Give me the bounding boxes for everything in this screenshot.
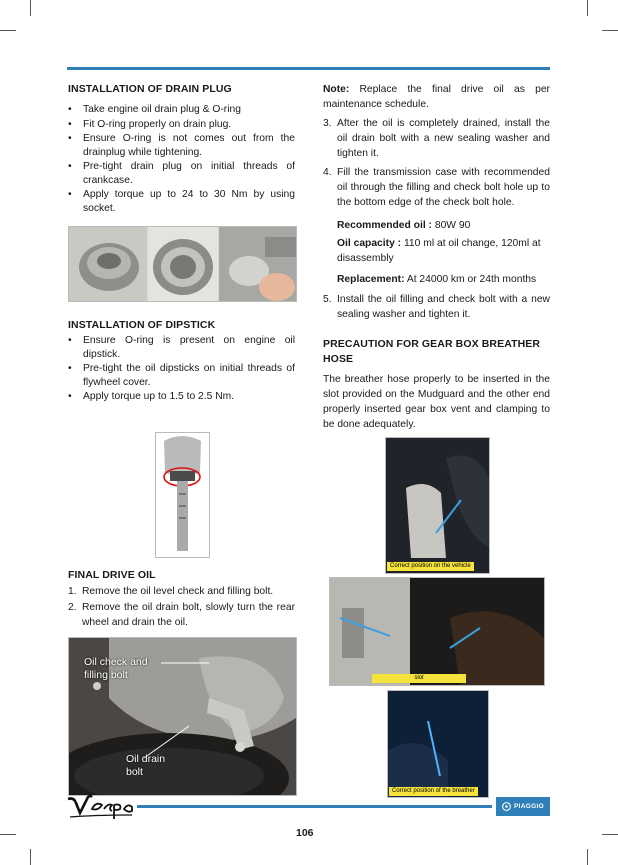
dipstick-photo: [155, 432, 210, 558]
crop-mark: [587, 0, 588, 16]
breather-text: The breather hose properly to be inserted in the slot provided on the Mudguard and the other end properly inserted gear box vent and clamping to be done adequately.: [323, 374, 550, 430]
crop-mark: [602, 834, 618, 835]
list-item: [323, 165, 550, 210]
photo-caption: slot: [372, 674, 466, 683]
step-text: Install the oil filling and check bolt with a new sealing washer and tighten it.: [337, 294, 550, 320]
photo-caption: Correct position on the vehicle: [387, 562, 474, 571]
drain-plug-list: [68, 103, 295, 216]
breather-photo-2-illustration: [330, 578, 544, 685]
note-text: Replace the final drive oil as per maintenance schedule.: [323, 84, 550, 110]
recommended-oil: [337, 218, 550, 233]
step-text: Fill the transmission case with recommended oil through the filling and check bolt hole up to the bottom edge of the check bolt hole.: [337, 167, 550, 208]
step-text: Remove the oil level check and filling bolt.: [82, 586, 274, 597]
crop-mark: [30, 849, 31, 865]
step-number: 2.: [68, 602, 77, 613]
dipstick-list: [68, 334, 295, 405]
replacement: [337, 272, 550, 287]
step-number: 3.: [323, 118, 332, 129]
list-item: • Fit O-ring properly on drain plug.: [68, 118, 295, 132]
dipstick-heading: INSTALLATION OF DIPSTICK: [68, 319, 216, 331]
piaggio-shield-icon: [502, 802, 511, 811]
page-number: 106: [296, 827, 314, 839]
breather-photo-2: [329, 577, 545, 686]
breather-photo-1: [385, 437, 490, 574]
list-item: • Apply torque up to 1.5 to 2.5 Nm.: [68, 390, 295, 404]
piaggio-label: PIAGGIO: [514, 803, 544, 810]
step-number: 1.: [68, 586, 77, 597]
footer-rule: [137, 805, 492, 808]
crop-mark: [30, 0, 31, 16]
list-item: • Ensure O-ring is present on engine oil dipstick.: [68, 334, 295, 361]
step-number: 5.: [323, 294, 332, 305]
dipstick-illustration: [156, 433, 209, 557]
note-paragraph: [323, 82, 550, 112]
final-drive-steps: [68, 584, 295, 634]
recommended-value: 80W 90: [431, 220, 471, 231]
list-item: [68, 600, 295, 630]
photo-label-drain-bolt: Oil drain bolt: [126, 753, 166, 778]
list-item: [323, 116, 550, 161]
list-item: • Pre-tight the oil dipsticks on initial threads of flywheel cover.: [68, 362, 295, 389]
replacement-label: Replacement:: [337, 274, 405, 285]
replacement-value: At 24000 km or 24th months: [404, 274, 537, 285]
photo-label-check-bolt: Oil check and filling bolt: [84, 656, 148, 681]
crop-mark: [587, 849, 588, 865]
drain-plug-photos: [68, 226, 297, 302]
photo-caption: Correct position of the breather: [389, 787, 478, 796]
breather-photo-3: [387, 690, 489, 798]
capacity-value: 110 ml at oil change, 120ml at disassembly: [337, 238, 541, 264]
step-text: Remove the oil drain bolt, slowly turn the rear wheel and drain the oil.: [82, 602, 295, 628]
drain-plug-photo-illustration: [69, 227, 296, 301]
oil-capacity: [337, 236, 550, 266]
step-text: After the oil is completely drained, install the oil drain bolt with a new sealing washer and tighten it.: [337, 118, 550, 159]
list-item: • Apply torque up to 24 to 30 Nm by using socket.: [68, 188, 295, 215]
final-drive-photo: [68, 637, 297, 796]
recommended-label: Recommended oil :: [337, 220, 432, 231]
breather-photo-1-illustration: [386, 438, 489, 573]
crop-mark: [0, 30, 16, 31]
list-item: • Take engine oil drain plug & O-ring: [68, 103, 295, 117]
vespa-logo: [66, 793, 136, 821]
capacity-label: Oil capacity :: [337, 238, 402, 249]
list-item: • Pre-tight drain plug on initial threads of crankcase.: [68, 160, 295, 187]
final-drive-heading: FINAL DRIVE OIL: [68, 569, 156, 581]
crop-mark: [602, 30, 618, 31]
piaggio-badge: [496, 797, 550, 816]
breather-photo-3-illustration: [388, 691, 488, 797]
breather-heading: PRECAUTION FOR GEAR BOX BREATHER HOSE: [323, 338, 541, 365]
list-item: • Ensure O-ring is not comes out from the drainplug while tightening.: [68, 132, 295, 159]
vespa-logo-icon: [66, 793, 136, 821]
list-item: [323, 292, 550, 322]
note-label: Note:: [323, 84, 350, 95]
drain-plug-heading: INSTALLATION OF DRAIN PLUG: [68, 83, 232, 95]
right-steps: [323, 116, 550, 214]
right-step-5: [323, 292, 550, 326]
list-item: [68, 584, 295, 599]
header-rule: [67, 67, 550, 70]
step-number: 4.: [323, 167, 332, 178]
crop-mark: [0, 834, 16, 835]
